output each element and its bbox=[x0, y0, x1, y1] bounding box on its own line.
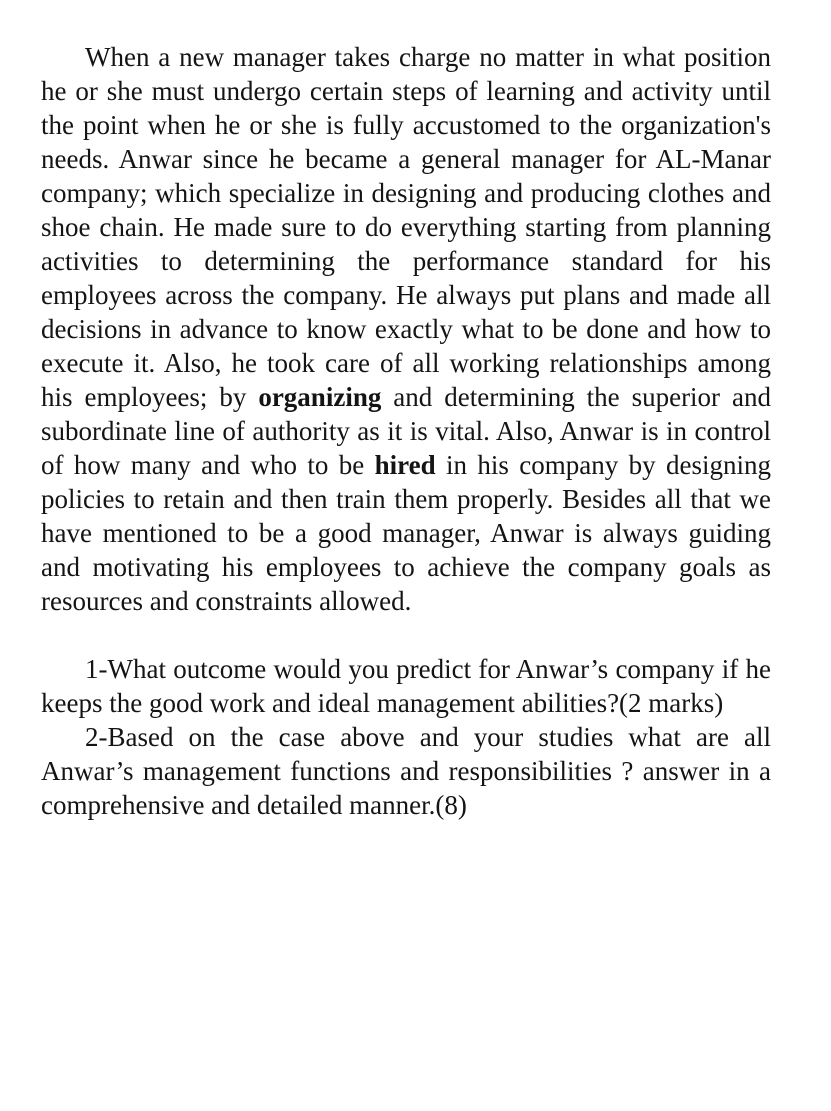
questions-section bbox=[41, 652, 771, 822]
document-page bbox=[41, 40, 771, 822]
case-text-part-1: When a new manager takes charge no matter in what position he or she must undergo certain steps of learning and activity until the point when he or she is fully accustomed to the organization's needs. Anwar since he became a general manager for AL-Manar company; which specialize in designing and producing clothes and shoe chain. He made sure to do everything starting from planning activities to determining the performance standard for his employees across the company. He always put plans and made all decisions in advance to know exactly what to be done and how to execute it. Also, he took care of all working relationships among his employees; by bbox=[41, 42, 771, 412]
case-text-part-3: in his company by designing policies to retain and then train them properly. Besides all that we have mentioned to be a good manager, Anwar is always guiding and motivating his employees to achieve the company goals as resources and constraints allowed. bbox=[41, 450, 771, 616]
bold-term-hired: hired bbox=[374, 450, 436, 480]
case-paragraph bbox=[41, 40, 771, 618]
case-text-part-2: and determining the superior and subordinate line of authority as it is vital. Also, Anwar is in control of how many and who to be bbox=[41, 382, 771, 480]
bold-term-organizing: organizing bbox=[258, 382, 382, 412]
question-2: 2-Based on the case above and your studies what are all Anwar’s management functions and responsibilities ? answer in a comprehensive and detailed manner.(8) bbox=[41, 722, 771, 820]
question-1: 1-What outcome would you predict for Anwar’s company if he keeps the good work and ideal management abilities?(2 marks) bbox=[41, 654, 771, 718]
